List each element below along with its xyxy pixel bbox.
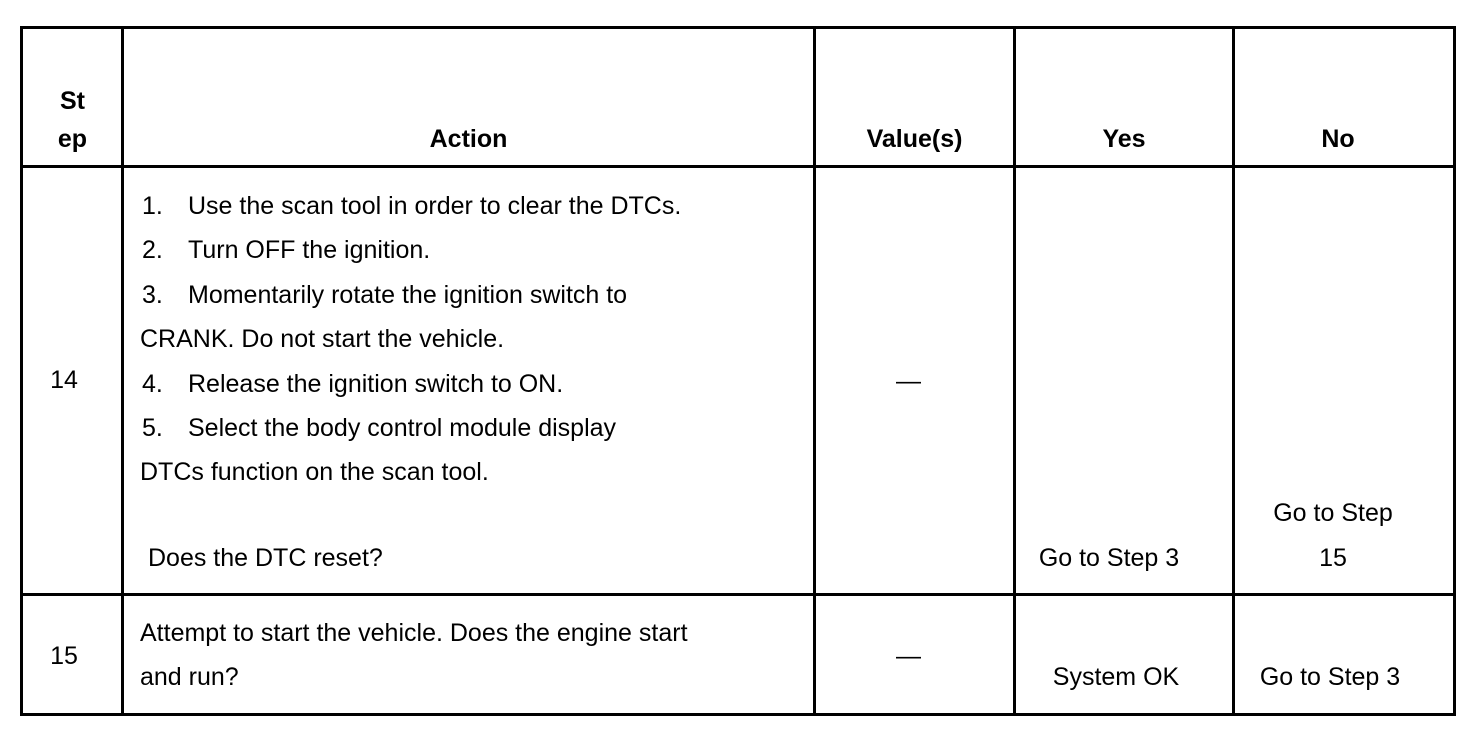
step-number: 14 <box>50 366 78 394</box>
header-values: Value(s) <box>866 125 963 153</box>
action-list-item <box>142 369 563 399</box>
list-text: Use the scan tool in order to clear the DTCs. <box>188 192 682 220</box>
no-outcome-line2: 15 <box>1319 544 1347 572</box>
value-dash: — <box>896 642 921 670</box>
yes-outcome: Go to Step 3 <box>1038 544 1180 572</box>
list-number: 3. <box>142 281 163 309</box>
no-outcome-line1: Go to Step <box>1273 499 1393 527</box>
action-question: Does the DTC reset? <box>148 544 383 572</box>
yes-outcome: System OK <box>1052 663 1180 691</box>
action-list-item <box>142 280 627 310</box>
action-list-item <box>142 235 430 265</box>
header-row-divider <box>20 165 1456 168</box>
header-no: No <box>1321 125 1355 153</box>
list-number: 5. <box>142 414 163 442</box>
step-number: 15 <box>50 642 78 670</box>
list-number: 4. <box>142 370 163 398</box>
list-continuation: CRANK. Do not start the vehicle. <box>140 325 505 353</box>
header-step-line2: ep <box>57 125 88 153</box>
list-number: 2. <box>142 236 163 264</box>
action-text-line1: Attempt to start the vehicle. Does the engine start <box>140 619 688 647</box>
value-dash: — <box>896 367 921 395</box>
header-yes: Yes <box>1102 125 1146 153</box>
list-continuation: DTCs function on the scan tool. <box>140 458 489 486</box>
list-text: Release the ignition switch to ON. <box>188 370 564 398</box>
list-text: Momentarily rotate the ignition switch to <box>188 281 628 309</box>
list-text: Turn OFF the ignition. <box>188 236 431 264</box>
action-list-item <box>142 191 681 221</box>
action-text-line2: and run? <box>140 663 239 691</box>
list-number: 1. <box>142 192 163 220</box>
no-outcome: Go to Step 3 <box>1259 663 1401 691</box>
list-text: Select the body control module display <box>188 414 617 442</box>
header-step-line1: St <box>60 87 85 115</box>
action-list-item <box>142 413 616 443</box>
header-action: Action <box>429 125 508 153</box>
row-divider <box>20 593 1456 596</box>
